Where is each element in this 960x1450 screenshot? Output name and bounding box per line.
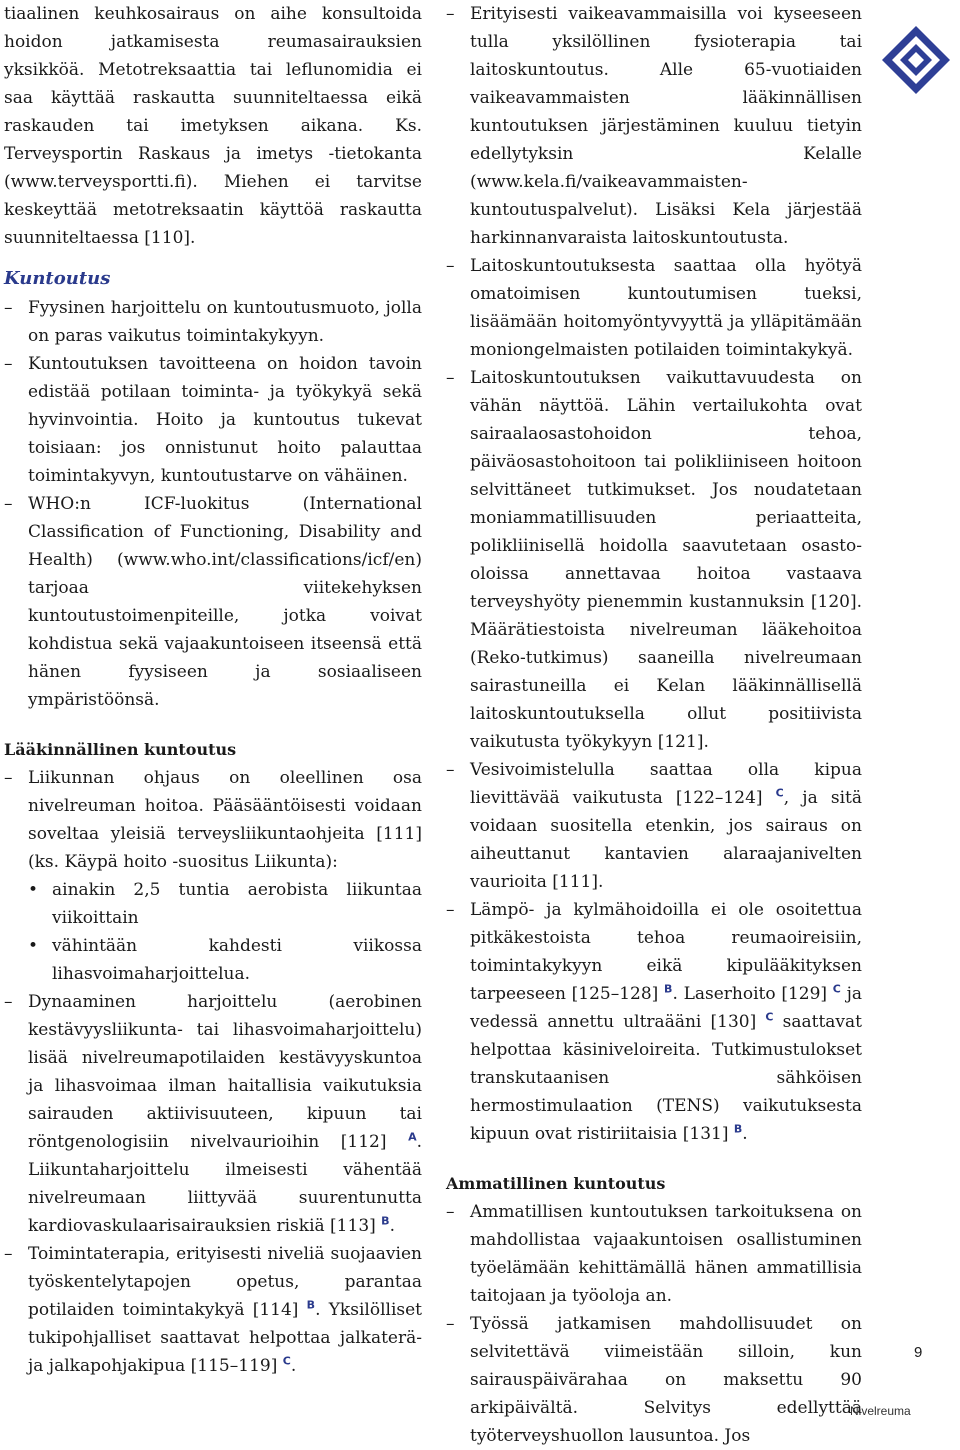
dyn-text-a: Dynaaminen harjoittelu (aerobinen kestävyysliikunta- tai lihasvoimaharjoittelu) lisää nivelreumapotilaiden kestävyyskuntoa ja lihasvoimaa ilman haitallisia vaikutuksia sairauden aktiivisuuteen, kipuun tai röntgenologisiin nivelvaurioihin [112] xyxy=(28,992,422,1152)
evidence-level-badge: B xyxy=(381,1214,390,1228)
list-item: – WHO:n ICF-luokitus (International Classification of Functioning, Disability and Health) (www.who.int/classifications/icf/en) tarjoaa viitekehyksen kuntoutustoimenpiteille, jotka voivat kohdistua sekä vajaakuntoiseen itseensä että hänen fyysiseen ja sosiaaliseen ympäristöönsä. xyxy=(4,490,422,714)
list-item xyxy=(4,988,422,1240)
section-title-kuntoutus: Kuntoutus xyxy=(4,268,111,289)
evidence-level-badge: B xyxy=(306,1298,316,1312)
item5-text-b: . Laserhoito [129] xyxy=(672,984,828,1004)
list-item: – Ammatillisen kuntoutuksen tarkoituksena on mahdollistaa vajaakuntoisen osallistuminen työelämään kehittämällä hänen ammatillisia taitojaan ja työoloja an. xyxy=(446,1198,862,1310)
dyn-text-b: . Liikuntaharjoittelu ilmeisesti vähentää nivelreumaan liittyvää suurentunutta kardiovaskulaarisairauksien riskiä [113] xyxy=(28,1132,422,1236)
list-item: – Työssä jatkamisen mahdollisuudet on selvitettävä viimeistään silloin, kun sairauspäivärahaa on maksettu 90 arkipäivältä. Selvitys edellyttää työterveyshuollon lausuntoa. Jos xyxy=(446,1310,862,1450)
liikunta-bullets xyxy=(28,876,422,988)
list-item xyxy=(4,1240,422,1380)
intro-paragraph: tiaalinen keuhkosairaus on aihe konsultoida hoidon jatkamisesta reumasairauksien yksikköä. Metotreksaattia tai leflunomidia ei saa käyttää raskautta suunniteltaessa eikä raskauden tai imetyksen aikana. Ks. Terveysportin Raskaus ja imetys -tietokanta (www.terveysportti.fi). Miehen ei tarvitse keskeyttää metotreksaatin käyttöä raskautta suunniteltaessa [110]. xyxy=(4,4,422,248)
left-column xyxy=(4,0,422,1380)
evidence-level-badge: C xyxy=(765,1010,774,1024)
item5-text-e: . xyxy=(742,1124,748,1144)
list-item: – Erityisesti vaikeavammaisilla voi kyseeseen tulla yksilöllinen fysioterapia tai laitoskuntoutus. Alle 65-vuotiaiden vaikeavammaisten lääkinnällisen kuntoutuksen järjestäminen kuuluu tietyin edellytyksin Kelalle (www.kela.fi/vaikeavammaisten-kuntoutuspalvelut). Lisäksi Kela järjestää harkinnanvaraista laitoskuntoutusta. xyxy=(446,0,862,252)
footer-brand: Nivelreuma xyxy=(850,1404,911,1418)
list-item xyxy=(446,756,862,896)
page-number: 9 xyxy=(914,1344,923,1361)
diamond-logo-icon xyxy=(880,24,952,96)
bullet-item: • ainakin 2,5 tuntia aerobista liikuntaa viikoittain xyxy=(4,876,422,932)
evidence-level-badge: B xyxy=(733,1122,743,1136)
evidence-level-badge: A xyxy=(408,1130,417,1144)
evidence-level-badge: C xyxy=(775,786,784,800)
item5-text-a: Lämpö- ja kylmähoidoilla ei ole osoitettua pitkäkestoista tehoa reumaoireisiin, toimintakykyyn eikä kipulääkityksen tarpeeseen [125–128] xyxy=(470,900,862,1004)
toim-text-c: . xyxy=(290,1356,297,1376)
subsection-title-laakinnallinen: Lääkinnällinen kuntoutus xyxy=(4,740,237,759)
laakinnallinen-list-continued xyxy=(446,0,862,1148)
evidence-level-badge: C xyxy=(282,1354,291,1368)
item5-text-c: ja vedessä annettu ultraääni [130] xyxy=(470,984,863,1032)
liikunta-text: Liikunnan ohjaus on oleellinen osa nivelreuman hoitoa. Pääsääntöisesti voidaan soveltaa yleisiä terveysliikuntaohjeita [111] (ks. Käypä hoito -suositus Liikunta): xyxy=(28,768,422,872)
item4-text-a: Vesivoimistelulla saattaa olla kipua lievittävää vaikutusta [122–124] xyxy=(470,760,862,808)
subsection-title-ammatillinen: Ammatillinen kuntoutus xyxy=(446,1174,666,1193)
list-item: – Laitoskuntoutuksen vaikuttavuudesta on vähän näyttöä. Lähin vertailukohta ovat sairaalaosastohoidon tehoa, päiväosastohoitoon tai polikliiniseen hoitoon selvittäneet tutkimukset. Jos noudatetaan moniammatillisuuden periaatteita, polikliinisellä hoidolla saavutetaan osasto-oloissa annettavaa hoitoa vastaava terveyshyöty pienemmin kustannuksin [120]. Määrätiestoista nivelreuman lääkehoitoa (Reko-tutkimus) saaneilla nivelreumaan sairastuneilla ei Kelan lääkinnällisellä laitoskuntoutuksella ollut positiivista vaikutusta työkykyyn [121]. xyxy=(446,364,862,756)
list-item: – Kuntoutuksen tavoitteena on hoidon tavoin edistää potilaan toiminta- ja työkykyä sekä hyvinvointia. Hoito ja kuntoutus tukevat toisiaan: jos onnistunut hoito palauttaa toimintakyvyn, kuntoutustarve on vähäinen. xyxy=(4,350,422,490)
right-column xyxy=(446,0,862,1450)
bullet-item: • vähintään kahdesti viikossa lihasvoimaharjoittelua. xyxy=(4,932,422,988)
item4-text-b: , ja sitä voidaan suositella etenkin, jos sairaus on aiheuttanut kantavien alaraajanivelten vaurioita [111]. xyxy=(470,788,862,892)
evidence-level-badge: C xyxy=(832,982,841,996)
list-item: – Laitoskuntoutuksesta saattaa olla hyötyä omatoimisen kuntoutumisen tueksi, lisäämään hoitomyöntyvyyttä ja ylläpitämään moniongelmaisten potilaiden toimintakykyä. xyxy=(446,252,862,364)
item5-text-d: saattavat helpottaa käsiniveloireita. Tutkimustulokset transkutaanisen sähköisen hermostimulaation (TENS) vaikutuksesta kipuun ovat ristiriitaisia [131] xyxy=(470,1012,862,1144)
list-item xyxy=(446,896,862,1148)
toim-text-b: . Yksilölliset tukipohjalliset saattavat helpottaa jalkaterä- ja jalkapohjakipua [115–119] xyxy=(28,1300,422,1376)
dyn-text-c: . xyxy=(389,1216,395,1236)
ammatillinen-list xyxy=(446,1198,862,1450)
laakinnallinen-list xyxy=(4,764,422,1380)
evidence-level-badge: B xyxy=(664,982,673,996)
toim-text-a: Toimintaterapia, erityisesti niveliä suojaavien työskentelytapojen opetus, parantaa potilaiden toimintakykyä [114] xyxy=(28,1244,422,1320)
list-item xyxy=(4,764,422,988)
kuntoutus-list xyxy=(4,294,422,714)
list-item: – Fyysinen harjoittelu on kuntoutusmuoto, jolla on paras vaikutus toimintakykyyn. xyxy=(4,294,422,350)
